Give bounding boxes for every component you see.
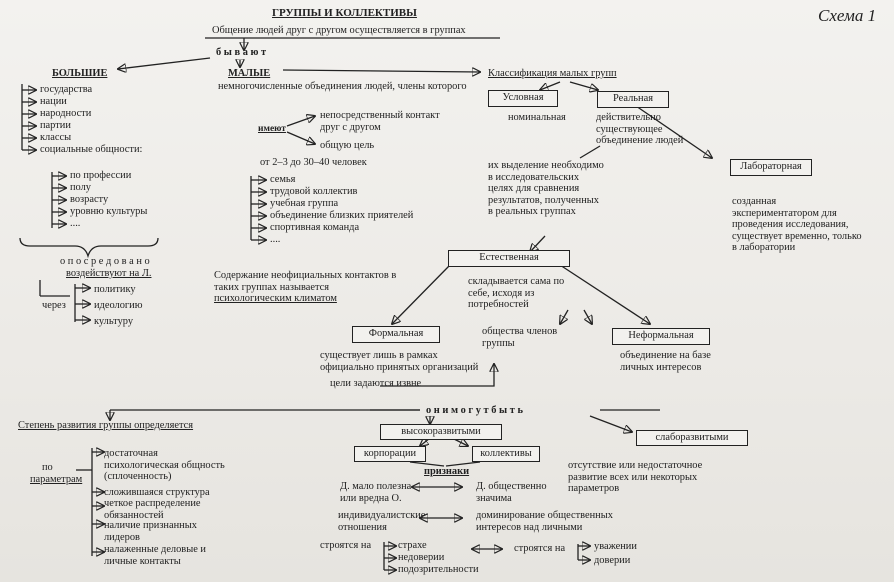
built-on-left: строятся на: [320, 540, 372, 551]
sub-item: ....: [70, 218, 81, 229]
params-label: параметрам: [30, 474, 83, 485]
dev-item-contacts: налаженные деловые и личные контакты: [104, 544, 206, 567]
built-on-right: строятся на: [514, 543, 566, 554]
left-item: подозрительности: [398, 564, 479, 575]
signs-label: признаки: [424, 466, 470, 477]
large-items: [40, 84, 142, 156]
right-item: доверии: [594, 555, 631, 566]
natural-desc: складывается сама по себе, исходя из потребностей: [468, 276, 565, 310]
left-items: [398, 540, 479, 576]
sub-item: полу: [70, 182, 91, 193]
small-heading: МАЛЫЕ: [228, 68, 271, 79]
goals-text: цели задаются извне: [330, 378, 422, 389]
lab-box: Лабораторная: [730, 159, 812, 176]
high-box: высокоразвитыми: [380, 424, 502, 440]
example-item: спортивная команда: [270, 222, 360, 233]
by-label: по: [42, 462, 53, 473]
through-item: культуру: [94, 316, 134, 327]
example-item: ....: [270, 234, 281, 245]
sub-item: по профессии: [70, 170, 132, 181]
example-item: семья: [270, 174, 296, 185]
dev-item-structure: сложившаяся структура: [104, 487, 210, 498]
right-items: [594, 540, 637, 568]
low-desc: отсутствие или недостаточное развитие всех или некоторых параметров: [568, 460, 703, 494]
through-item: идеологию: [94, 300, 143, 311]
have-item-contact: непосредственный контакт друг с другом: [320, 110, 440, 133]
development-heading: Степень развития группы определяется: [18, 420, 194, 431]
large-item: социальные общности:: [40, 144, 143, 155]
informal-desc: объединение на базе личных интересов: [620, 350, 711, 373]
social-sub-items: [70, 170, 147, 230]
corporation-box: корпорации: [354, 446, 426, 462]
large-item: партии: [40, 120, 71, 131]
low-box: слаборазвитыми: [636, 430, 748, 446]
society-text: общества членов группы: [482, 326, 558, 349]
arrow-to-classification: [283, 70, 480, 72]
formal-desc: существует лишь в рамках официально принятых организаций: [320, 350, 479, 373]
small-definition: немногочисленные объединения людей, члены которого: [218, 81, 467, 92]
dev-item-leaders: наличие признанных лидеров: [104, 520, 197, 543]
nominal-text: номинальная: [508, 112, 566, 123]
example-item: учебная группа: [270, 198, 339, 209]
conditional-box: Условная: [488, 90, 558, 107]
sub-item: возрасту: [70, 194, 109, 205]
diagram-title: ГРУППЫ И КОЛЛЕКТИВЫ: [272, 7, 417, 19]
influence-label: воздействуют на Л.: [66, 268, 152, 279]
sub-item: уровню культуры: [70, 206, 148, 217]
classification-heading: Классификация малых групп: [488, 68, 617, 79]
example-item: трудовой коллектив: [270, 186, 358, 197]
large-item: классы: [40, 132, 72, 143]
contrast-right-1: Д. общественно значима: [476, 481, 547, 504]
dev-item-cohesion: достаточная психологическая общность (сплоченность): [104, 448, 225, 482]
through-label: через: [42, 300, 66, 311]
large-brace: [20, 238, 158, 256]
intro-text: Общение людей друг с другом осуществляется в группах: [212, 25, 466, 36]
climate-term: психологическим климатом: [214, 293, 337, 304]
they-can-be-label: о н и м о г у т б ы т ь: [426, 405, 523, 416]
large-heading: БОЛЬШИЕ: [52, 68, 108, 79]
right-item: уважении: [594, 541, 637, 552]
dev-item-duties: четкое распределение обязанностей: [104, 498, 201, 521]
real-desc: действительно существующее объединение людей: [596, 112, 684, 146]
arrow-to-large: [118, 58, 210, 69]
have-item-goal: общую цель: [320, 140, 375, 151]
collective-box: коллективы: [472, 446, 540, 462]
natural-box: Естественная: [448, 250, 570, 267]
scheme-label: Схема 1: [818, 6, 877, 25]
left-item: недоверии: [398, 552, 445, 563]
through-items: [94, 282, 142, 330]
selection-text: их выделение необходимо в исследовательских целях для сравнения результатов, полученных в реальных группах: [488, 160, 604, 217]
real-box: Реальная: [597, 91, 669, 108]
formal-box: Формальная: [352, 326, 440, 343]
have-label: имеют: [258, 124, 286, 134]
through-item: политику: [94, 284, 136, 295]
large-item: нации: [40, 96, 67, 107]
contrast-left-1: Д. мало полезна или вредна О.: [340, 481, 412, 504]
informal-box: Неформальная: [612, 328, 710, 345]
example-item: объединение близких приятелей: [270, 210, 414, 221]
climate-text: Содержание неофициальных контактов в таких группах называется: [214, 270, 397, 293]
lab-desc: созданная экспериментатором для проведения исследования, существует временно, только в лаборатории: [732, 196, 862, 253]
contrast-left-2: индивидуалистские отношения: [338, 510, 426, 533]
byvayut-label: б ы в а ю т: [216, 47, 267, 58]
large-item: государства: [40, 84, 93, 95]
group-size: от 2–3 до 30–40 человек: [260, 157, 367, 168]
mediated-label: о п о с р е д о в а н о: [60, 256, 150, 267]
left-item: страхе: [398, 540, 427, 551]
small-examples: [270, 174, 413, 246]
large-item: народности: [40, 108, 92, 119]
contrast-right-2: доминирование общественных интересов над личными: [476, 510, 613, 533]
